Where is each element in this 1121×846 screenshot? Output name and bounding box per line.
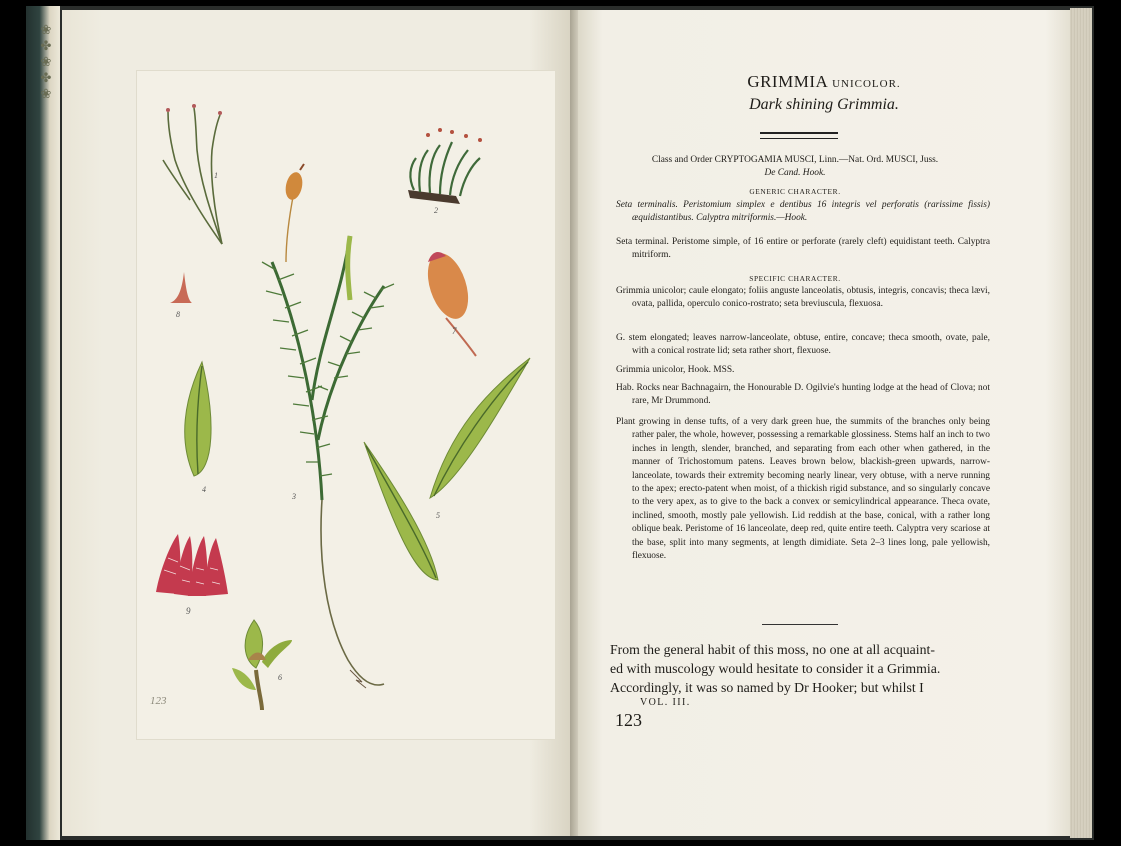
- fig-label-7: 7: [452, 326, 457, 336]
- figure-9-peristome: [156, 534, 228, 596]
- title-rule: [760, 132, 838, 139]
- volume-label: VOL. III.: [640, 697, 691, 708]
- species-common-name: Dark shining Grimmia.: [749, 96, 899, 113]
- figure-7-capsule: [420, 248, 476, 356]
- figure-3-main-plant: [262, 164, 394, 688]
- fig-label-9: 9: [186, 606, 191, 616]
- figure-2-tuft: [408, 128, 482, 204]
- synonym: Grimmia unicolor, Hook. MSS.: [616, 365, 735, 375]
- page-number: 123: [615, 710, 642, 730]
- fig-label-4: 4: [202, 485, 206, 494]
- class-order: Class and Order CRYPTOGAMIA MUSCI, Linn.—Nat. Ord. MUSCI, Juss. De Cand. Hook.: [651, 155, 939, 179]
- body-line-3: Accordingly, it was so named by Dr Hooker; but whilst I: [610, 680, 924, 695]
- generic-english: Seta terminal. Peristome simple, of 16 entire or perforate (rarely cleft) equidistant teeth. Calyptra mitriform.: [616, 237, 990, 261]
- fig-label-8: 8: [176, 310, 180, 319]
- spine-ornament: ❀ ✤ ❀ ✤ ❀: [40, 22, 52, 101]
- habitat: Hab. Rocks near Bachnagairn, the Honourable D. Ogilvie's hunting lodge at the head of Clova; not rare, Mr Drummond.: [616, 383, 990, 407]
- body-line-2: ed with muscology would hesitate to consider it a Grimmia.: [610, 661, 941, 676]
- figure-4-leaf: [185, 362, 211, 476]
- generic-latin: Seta terminalis. Peristomium simplex e dentibus 16 integris vel perforatis (rarissime fissis) æquidistantibus. Calyptra mitriformis.—Hook.: [616, 200, 990, 224]
- specific-heading: SPECIFIC CHARACTER.: [749, 274, 841, 283]
- section-rule: [762, 624, 838, 625]
- species-title: GRIMMIA UNICOLOR.: [747, 72, 901, 91]
- figure-6-bud: [232, 620, 292, 710]
- fig-label-3: 3: [292, 492, 296, 501]
- specific-latin: Grimmia unicolor; caule elongato; foliis anguste lanceolatis, obtusis, integris, concavis; theca lævi, ovata, pallida, operculo conico-rostrato; seta breviuscula, flexuosa.: [616, 286, 990, 310]
- plant-description: Plant growing in dense tufts, of a very dark green hue, the summits of the branches only being rather paler, the whole, however, possessing a remarkable glossiness. Stems half an inch to two inches in length, slender, branched, and separating from each other when gathered, in the manner of Trichostomum patens. Leaves brown below, blackish-green upwards, narrow-lanceolate, towards their extremity becoming nearly linear, very obtuse, with a nerve running to the apex; erecto-patent when moist, of a thickish rigid substance, and so singularly concave to the very apex, as to give to the back a convex or semicylindrical appearance. Theca ovate, inclined, smooth, mostly pale yellowish. Lid reddish at the base, conical, with a rather long oblique beak. Peristome of 16 lanceolate, deep red, quite entire teeth. Calyptra very scariose at the base, split into many segments, at length dimidiate. Seta 2–3 lines long, pale yellowish, flexuose.: [616, 417, 990, 562]
- specific-english: G. stem elongated; leaves narrow-lanceolate, obtuse, entire, concave; theca smooth, ovate, pale, with a conical rostrate lid; seta rather short, flexuose.: [616, 333, 990, 357]
- figure-5-leaves: [364, 358, 530, 580]
- plate-number: 123: [150, 695, 167, 707]
- fig-label-5: 5: [436, 511, 440, 520]
- body-line-1: From the general habit of this moss, no one at all acquaint-: [610, 642, 935, 657]
- page-edges: [1070, 8, 1092, 838]
- fig-label-6: 6: [278, 673, 282, 682]
- generic-heading: GENERIC CHARACTER.: [749, 187, 841, 196]
- fig-label-2: 2: [434, 206, 438, 215]
- fig-label-1: 1: [214, 171, 218, 180]
- figure-8-tooth: [170, 272, 192, 303]
